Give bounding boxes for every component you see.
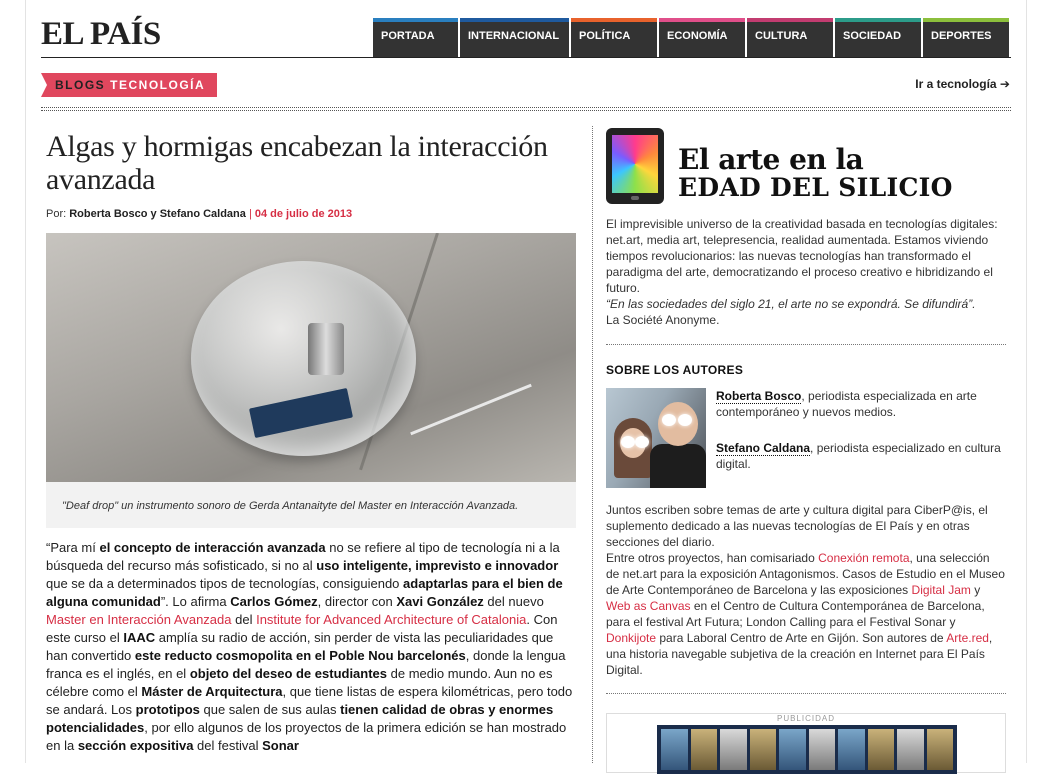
go-to-tecnologia-link[interactable]: Ir a tecnología ➔ <box>915 77 1010 91</box>
tablet-screen <box>612 135 658 193</box>
inline-link[interactable]: Conexión remota <box>818 551 910 565</box>
bold-text: Carlos Gómez <box>230 594 318 609</box>
text-run: que salen de sus aulas <box>199 702 341 717</box>
byline-separator: | <box>245 208 255 220</box>
text-run: , director con <box>317 594 397 609</box>
text-run: para Laboral Centro de Arte en Gijón. Son autores de <box>656 631 947 645</box>
author-2 <box>716 440 1006 472</box>
inline-link[interactable]: Digital Jam <box>911 583 971 597</box>
byline-authors[interactable]: Roberta Bosco y Stefano Caldana <box>69 208 246 220</box>
bold-text: Máster de Arquitectura <box>141 684 283 699</box>
text-run: que se da a determinados tipos de tecnologías, consiguiendo <box>46 576 404 591</box>
text-run: , una historia navegable subjetiva de la creación en Internet para El País Digital. <box>606 631 993 677</box>
author-1-name[interactable]: Roberta Bosco <box>716 389 802 403</box>
text-run: Entre otros proyectos, han comisariado <box>606 551 819 565</box>
ad-thumb <box>750 729 777 770</box>
blog-quote-author: La Société Anonyme. <box>606 313 720 327</box>
text-run: ”. Lo afirma <box>160 594 231 609</box>
column-divider <box>592 126 593 763</box>
ad-box[interactable] <box>606 713 1006 773</box>
inline-link[interactable]: Web as Canvas <box>606 599 691 613</box>
nav-item-internacional[interactable]: INTERNACIONAL <box>460 18 569 58</box>
glasses-glare <box>678 414 692 426</box>
ad-thumb <box>779 729 806 770</box>
article-title[interactable]: Algas y hormigas encabezan la interacción avanzada <box>46 130 548 196</box>
bold-text: Xavi González <box>396 594 484 609</box>
inline-link[interactable]: Institute for Advanced Architecture of Catalonia <box>256 612 527 627</box>
nav-item-sociedad[interactable]: SOCIEDAD <box>835 18 921 58</box>
author-2-name[interactable]: Stefano Caldana <box>716 441 811 455</box>
blog-quote: “En las sociedades del siglo 21, el arte no se expondrá. Se difundirá”. <box>606 297 976 311</box>
text-run: en el Centro de Cultura Contemporánea de Barcelona, para el festival Art Futura; London Calling para el Festival Sonar y <box>606 599 985 629</box>
authors-photo <box>606 388 706 488</box>
author-body-2 <box>650 444 706 488</box>
text-run: amplía su radio de acción, sin perder de vista las peculiaridades que han convertido <box>46 630 554 663</box>
photo-wire <box>410 384 532 435</box>
bold-text: uso inteligente, imprevisto e innovador <box>316 558 559 573</box>
nav-item-política[interactable]: POLÍTICA <box>571 18 657 58</box>
ad-thumb <box>897 729 924 770</box>
glasses-glare <box>621 436 635 448</box>
blog-title-line1: El arte en la <box>678 143 864 176</box>
main-nav <box>373 18 1011 58</box>
author-1-desc: , periodista especializada en arte contemporáneo y nuevos medios. <box>716 389 977 419</box>
blogs-section-tag[interactable] <box>41 73 217 97</box>
bold-text: objeto del deseo de estudiantes <box>189 666 388 681</box>
ad-banner[interactable] <box>657 725 957 774</box>
bold-text: adaptarlas para el bien de alguna comunidad <box>46 576 563 609</box>
section-divider <box>41 107 1011 108</box>
bold-text: tienen calidad de obras y enormes potencialidades <box>46 702 554 735</box>
ad-thumb <box>927 729 954 770</box>
blogs-label: BLOGS <box>55 78 106 92</box>
blog-title[interactable] <box>678 143 953 202</box>
article-photo <box>46 233 576 482</box>
ad-label: PUBLICIDAD <box>776 714 835 723</box>
header-divider <box>41 57 1011 58</box>
bold-text: el concepto de interacción avanzada <box>99 540 326 555</box>
text-run: , que tiene listas de espera kilométricas, pero todo se andará. Los <box>46 684 573 717</box>
author-1 <box>716 388 1006 420</box>
section-tag-label: TECNOLOGÍA <box>110 78 206 92</box>
ad-thumb <box>868 729 895 770</box>
authors-bio <box>606 502 1006 678</box>
sidebar-divider-2 <box>606 693 1006 694</box>
nav-item-portada[interactable]: PORTADA <box>373 18 458 58</box>
tablet-icon <box>606 128 664 204</box>
blog-desc-text: El imprevisible universo de la creatividad basada en tecnologías digitales: net.art, media art, telepresencia, realidad aumentada. Estamos viviendo tiempos revolucionarios: las nuevas tecnologías han transformado el paradigma del arte, democratizando el proceso creativo e hibridizando el futuro. <box>606 217 998 295</box>
text-run: de medio mundo. Aun no es célebre como el <box>46 666 553 699</box>
text-run: del <box>231 612 257 627</box>
article-date: 04 de julio de 2013 <box>254 208 353 220</box>
section-divider-2 <box>41 110 1011 111</box>
inline-link[interactable]: Arte.red <box>946 631 989 645</box>
author-2-desc: , periodista especializado en cultura digital. <box>716 441 1001 471</box>
text-run: del festival <box>193 738 263 753</box>
nav-item-cultura[interactable]: CULTURA <box>747 18 833 58</box>
photo-caption: "Deaf drop" un instrumento sonoro de Gerda Antanaityte del Master en Interacción Avanzada. <box>46 482 576 528</box>
inline-link[interactable]: Donkijote <box>606 631 657 645</box>
bold-text: sección expositiva <box>77 738 194 753</box>
tablet-button <box>631 196 639 200</box>
nav-item-deportes[interactable]: DEPORTES <box>923 18 1009 58</box>
ad-thumb <box>838 729 865 770</box>
ad-thumb <box>809 729 836 770</box>
ad-thumb <box>720 729 747 770</box>
blog-title-line2: EDAD DEL SILICIO <box>678 173 953 202</box>
bold-text: este reducto cosmopolita en el Poble Nou barcelonés <box>134 648 466 663</box>
text-run: del nuevo <box>483 594 544 609</box>
article-body <box>46 539 576 755</box>
ad-thumb <box>691 729 718 770</box>
inline-link[interactable]: Master en Interacción Avanzada <box>46 612 232 627</box>
text-run: “Para mí <box>46 540 100 555</box>
text-run: , donde la lengua franca es el inglés, en el <box>46 648 566 681</box>
article-byline <box>46 208 576 220</box>
bold-text: Sonar <box>262 738 299 753</box>
bold-text: IAAC <box>123 630 156 645</box>
ad-thumb <box>661 729 688 770</box>
glasses-glare <box>635 436 649 448</box>
page <box>25 0 1027 763</box>
text-run: y <box>970 583 981 597</box>
text-run: , una selección de net.art para la exposición Antagonismos. Casos de Estudio en el Museo de Arte Contemporáneo de Barcelona y las exposiciones <box>606 551 1005 597</box>
nav-item-economía[interactable]: ECONOMÍA <box>659 18 745 58</box>
byline-prefix: Por: <box>46 208 70 220</box>
text-run: . Con este curso el <box>46 612 558 645</box>
photo-motor <box>308 323 344 375</box>
about-authors-heading: SOBRE LOS AUTORES <box>606 363 744 377</box>
sidebar-divider <box>606 344 1006 345</box>
blog-description <box>606 216 1006 328</box>
article-column <box>46 126 576 755</box>
text-run: , por ello algunos de los proyectos de la primera edición se han mostrado en la <box>46 720 567 753</box>
text-run: no se refiere al tipo de tecnología ni a la búsqueda del recurso más sofisticado, si no al <box>46 540 560 573</box>
text-run: Juntos escriben sobre temas de arte y cultura digital para CiberP@is, el suplemento dedicado a las nuevas tecnologías de El País y en otras secciones del diario. <box>606 503 988 549</box>
bold-text: prototipos <box>135 702 200 717</box>
el-pais-logo[interactable]: EL PAÍS <box>41 16 161 52</box>
glasses-glare <box>662 414 676 426</box>
